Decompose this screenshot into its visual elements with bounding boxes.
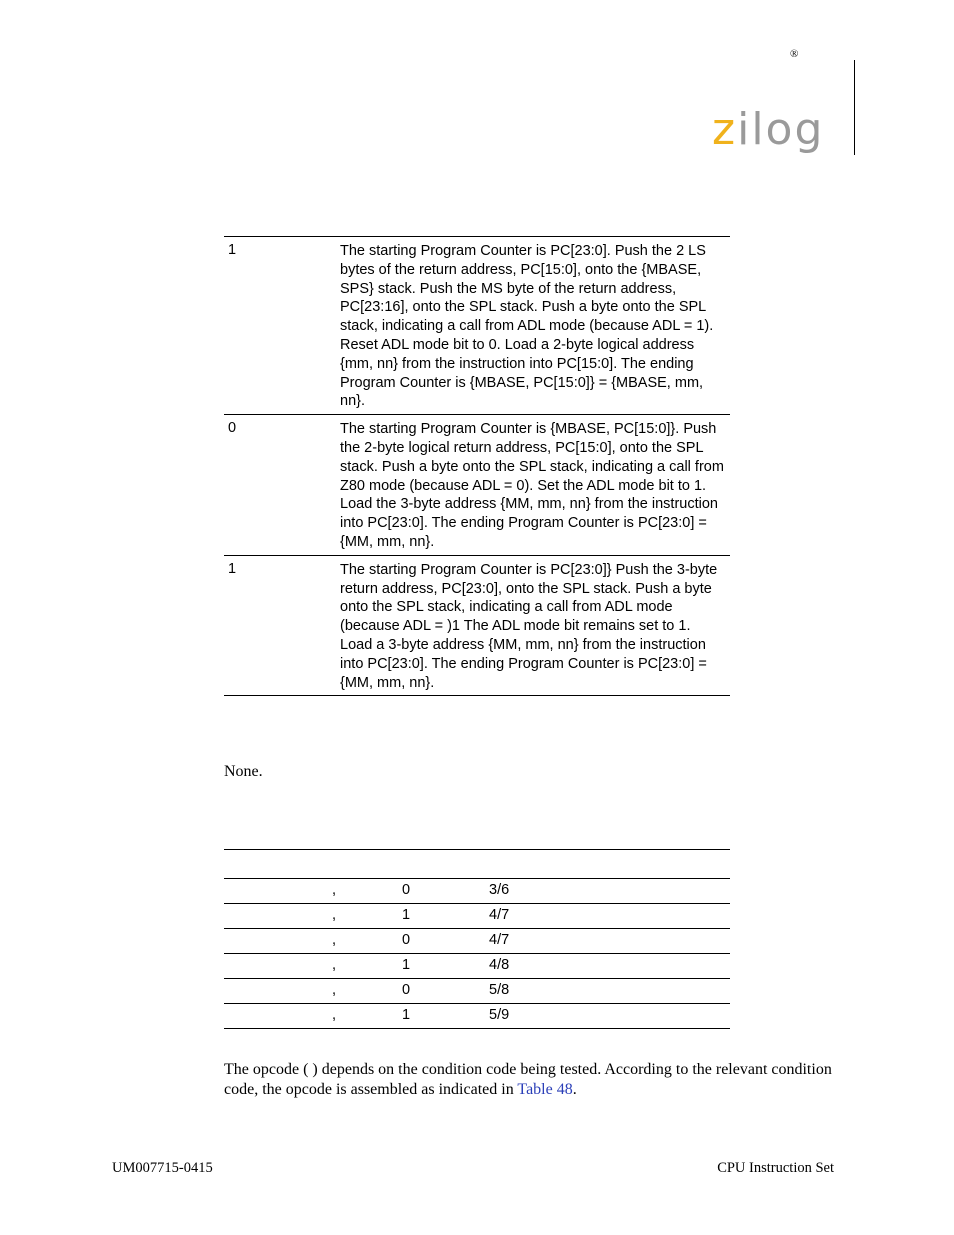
adl-value: 0	[228, 420, 237, 437]
header-divider	[854, 60, 855, 155]
table-row	[224, 237, 730, 415]
cycle-count: 3/6	[489, 882, 510, 898]
operand-separator: ,	[332, 1007, 337, 1023]
registered-mark: ®	[790, 48, 799, 60]
operation-description: The starting Program Counter is {MBASE, PC[15:0]}. Push the 2-byte logical return address, PC[15:0], onto the SPL stack. Push a byte onto the SPL stack, indicating a call from Z80 mode (because ADL = 0). Set the ADL mode bit to 1. Load the 3-byte address {MM, mm, nn} from the instruction into PC[23:0]. The ending Program Counter is PC[23:0] = {MM, mm, nn}.	[340, 421, 724, 550]
opcode-paragraph	[224, 1060, 834, 1100]
svg-text:zilog: zilog	[712, 104, 825, 155]
table-48-link[interactable]: Table 48	[517, 1081, 573, 1098]
cycle-count: 4/7	[489, 907, 510, 923]
opcode-text: The opcode ( ) depends on the condition code being tested. According to the relevant condition code, the opcode is assembled as indicated in	[224, 1061, 832, 1098]
operation-description: The starting Program Counter is PC[23:0]} Push the 3-byte return address, PC[23:0], onto the SPL stack. Push a byte onto the SPL stack, indicating a call from ADL mode (because ADL = )1 The ADL mode bit remains set to 1. Load a 3-byte address {MM, mm, nn} from the instruction into PC[23:0]. The ending Program Counter is PC[23:0] = {MM, mm, nn}.	[340, 561, 718, 691]
table-row	[224, 929, 730, 954]
operand-separator: ,	[332, 982, 337, 998]
timing-table	[224, 849, 730, 1029]
table-row	[224, 556, 730, 697]
operand-separator: ,	[332, 957, 337, 973]
table-row	[224, 1004, 730, 1029]
adl-value: 0	[402, 882, 411, 898]
adl-value: 0	[402, 982, 411, 998]
adl-value: 1	[402, 957, 411, 973]
condition-bits-text: None.	[224, 763, 263, 780]
operand-separator: ,	[332, 932, 337, 948]
cycle-count: 5/9	[489, 1007, 510, 1023]
adl-value: 1	[228, 242, 237, 258]
table-row	[224, 879, 730, 904]
footer-doc-id: UM007715-0415	[112, 1160, 213, 1176]
cycle-count: 5/8	[489, 982, 510, 998]
adl-value: 1	[402, 907, 411, 923]
operand-separator: ,	[332, 907, 337, 923]
operand-separator: ,	[332, 882, 337, 898]
adl-value: 1	[228, 560, 237, 577]
zilog-logo	[712, 104, 847, 160]
cycle-count: 4/7	[489, 932, 510, 948]
opcode-text-end: .	[572, 1081, 577, 1098]
cycle-count: 4/8	[489, 957, 510, 973]
table-row	[224, 979, 730, 1004]
adl-value: 0	[402, 932, 411, 948]
operation-description: The starting Program Counter is PC[23:0]. Push the 2 LS bytes of the return address, PC[15:0], onto the {MBASE, SPS} stack. Push the MS byte of the return address, PC[23:16], onto the SPL stack. Push a byte onto the SPL stack, indicating a call from ADL mode (because ADL = 1). Reset ADL mode bit to 0. Load a 2-byte logical address {mm, nn} from the instruction into PC[15:0]. The ending Program Counter is {MBASE, PC[15:0]} = {MBASE, mm, nn}.	[340, 243, 714, 410]
footer-section: CPU Instruction Set	[717, 1160, 834, 1176]
timing-table-header	[224, 850, 730, 879]
table-row	[224, 415, 730, 556]
adl-value: 1	[402, 1007, 411, 1023]
table-row	[224, 904, 730, 929]
adl-mode-table	[224, 236, 730, 696]
table-row	[224, 954, 730, 979]
